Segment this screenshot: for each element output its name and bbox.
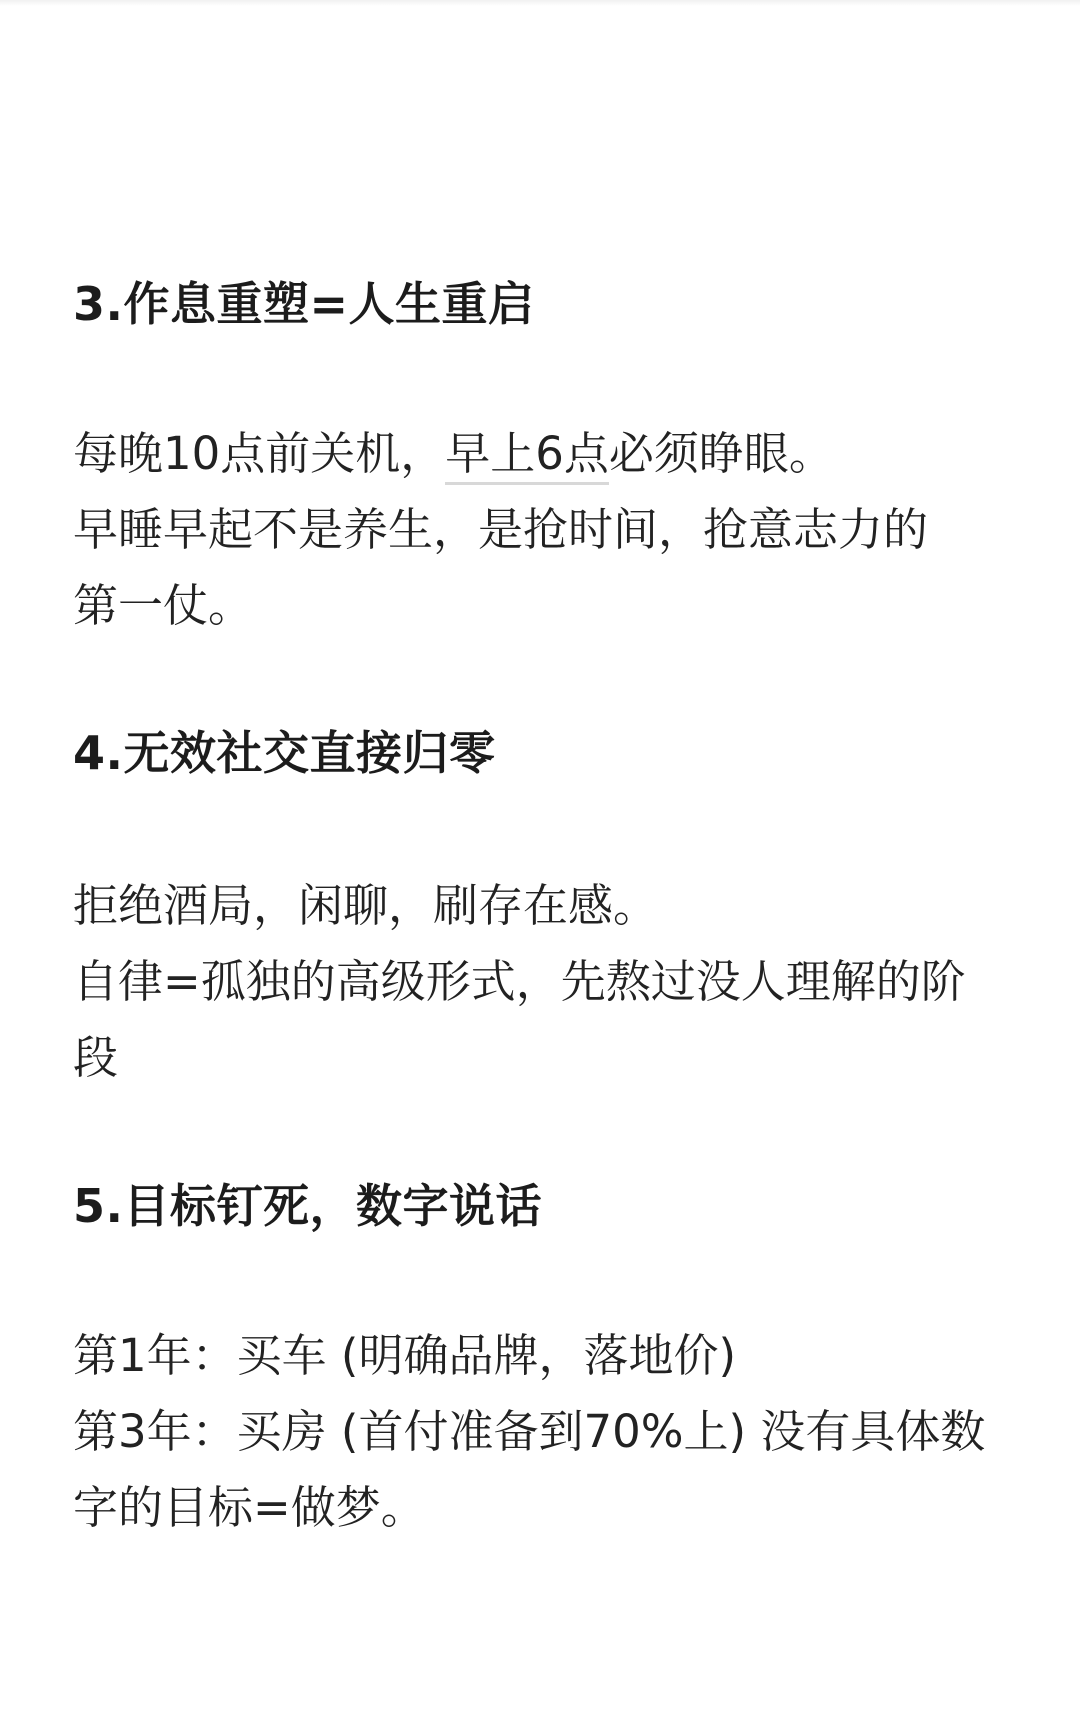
section-3-line-3: 第一仗。 [73,579,254,632]
line-text-post: 必须睁眼。 [608,427,834,480]
highlighted-phrase: 早上6点 [445,427,609,485]
section-3-body [73,416,1063,644]
section-5-line-2: 第3年：买房 (首付准备到70%上) 没有具体数 [73,1405,986,1458]
section-4-line-3: 段 [73,1031,119,1084]
section-5-line-1: 第1年：买车 (明确品牌，落地价) [73,1329,737,1382]
section-4-line-1: 拒绝酒局，闲聊，刷存在感。 [73,879,659,932]
section-4-body [73,868,1063,1096]
top-edge-fade [0,0,1080,6]
section-5-heading: 5.目标钉死，数字说话 [73,1179,542,1233]
section-4-line-2: 自律=孤独的高级形式，先熬过没人理解的阶 [73,955,966,1008]
section-4-heading: 4.无效社交直接归零 [73,726,496,780]
section-5-body [73,1318,1063,1546]
section-5-line-3: 字的目标=做梦。 [73,1481,426,1534]
line-text-pre: 每晚10点前关机， [73,427,446,480]
section-3-line-1 [73,416,1063,492]
section-3-heading: 3.作息重塑=人生重启 [73,277,535,331]
section-3-line-2: 早睡早起不是养生，是抢时间，抢意志力的 [73,503,929,556]
